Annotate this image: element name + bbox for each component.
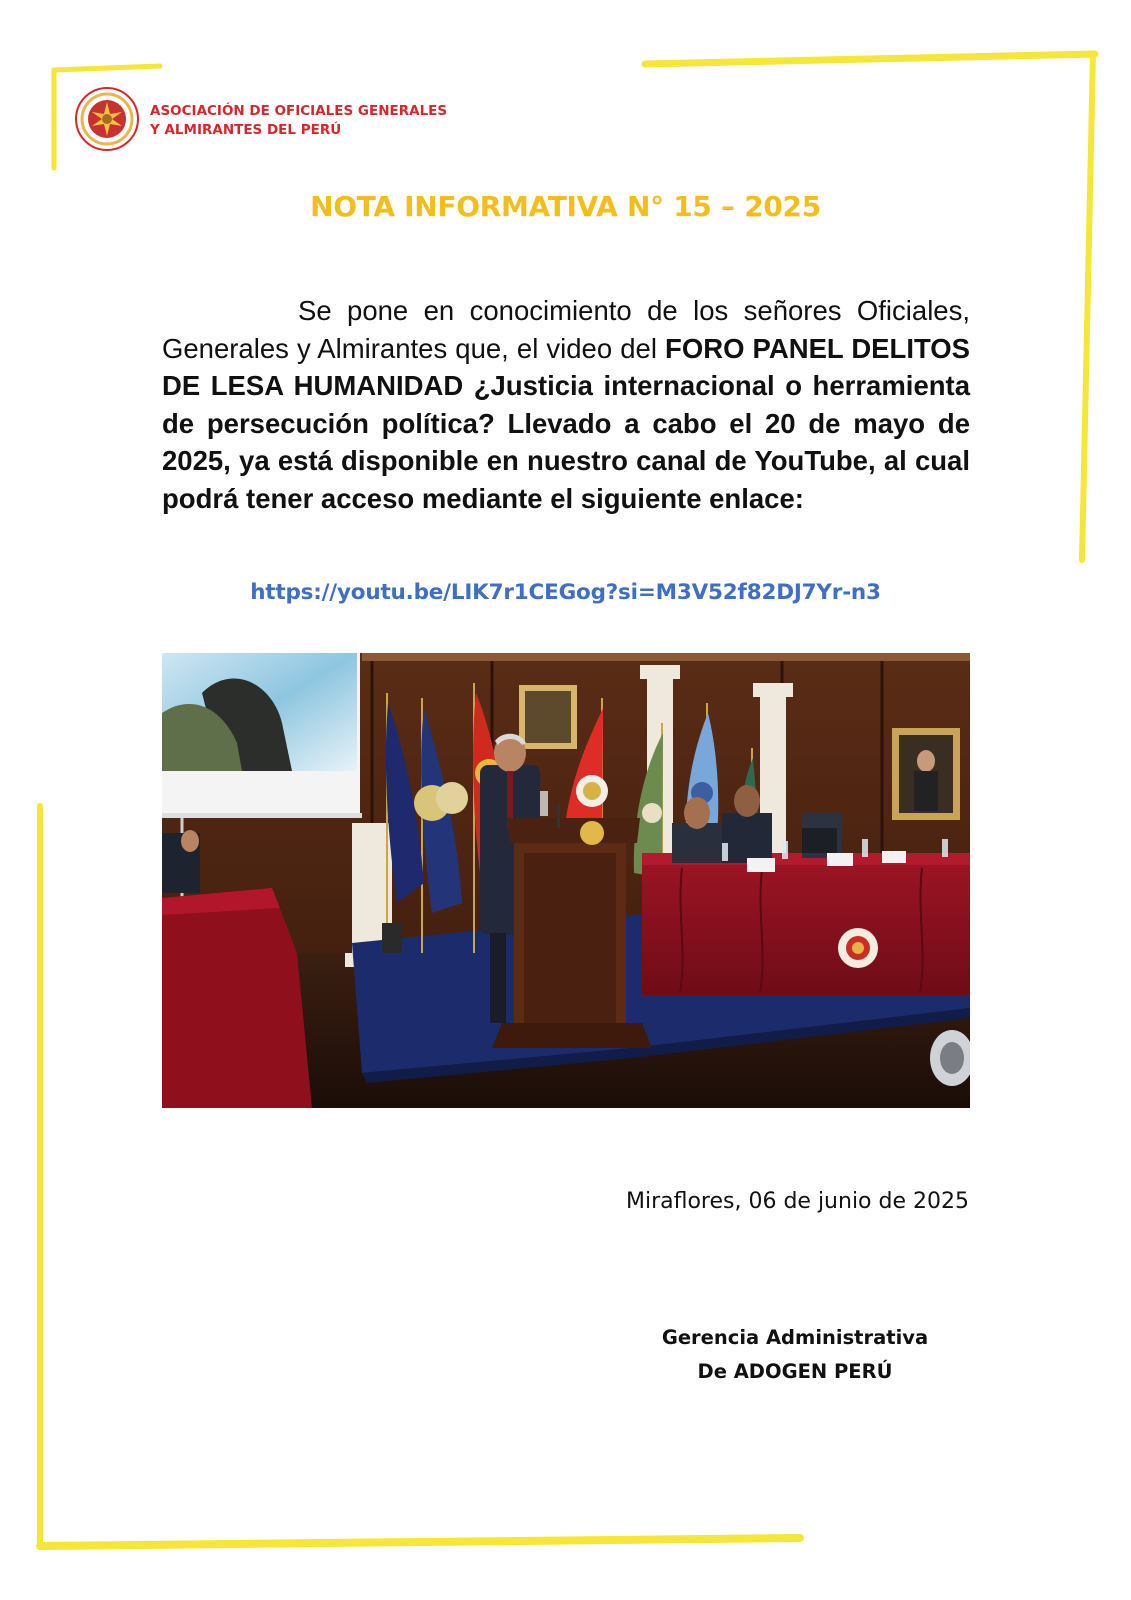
signature-block (640, 1321, 950, 1389)
signature-line-1: Gerencia Administrativa (661, 1326, 929, 1349)
organization-name (150, 102, 447, 140)
event-photo (162, 653, 970, 1108)
body-bold-text: FORO PANEL DELITOS DE LESA HUMANIDAD ¿Justicia internacional o herramienta de persecución política? Llevado a cabo el 20 de mayo de 2025, ya está disponible en nuestro canal de YouTube, al cual podrá tener acceso mediante el siguiente enlace: (162, 332, 970, 514)
signature-line-2: De ADOGEN PERÚ (697, 1360, 893, 1383)
adogen-emblem-icon (74, 86, 140, 152)
body-intro: Se pone en conocimiento de los señores Oficiales, Generales y Almirantes que, el video del (162, 295, 970, 364)
document-title: NOTA INFORMATIVA N° 15 – 2025 (310, 190, 821, 223)
body-paragraph (162, 292, 970, 517)
youtube-link[interactable]: https://youtu.be/LIK7r1CEGog?si=M3V52f82DJ7Yr-n3 (250, 580, 881, 605)
place-and-date: Miraflores, 06 de junio de 2025 (625, 1189, 969, 1214)
organization-name-line-2: Y ALMIRANTES DEL PERÚ (150, 122, 342, 138)
organization-name-line-1: ASOCIACIÓN DE OFICIALES GENERALES (150, 103, 448, 119)
